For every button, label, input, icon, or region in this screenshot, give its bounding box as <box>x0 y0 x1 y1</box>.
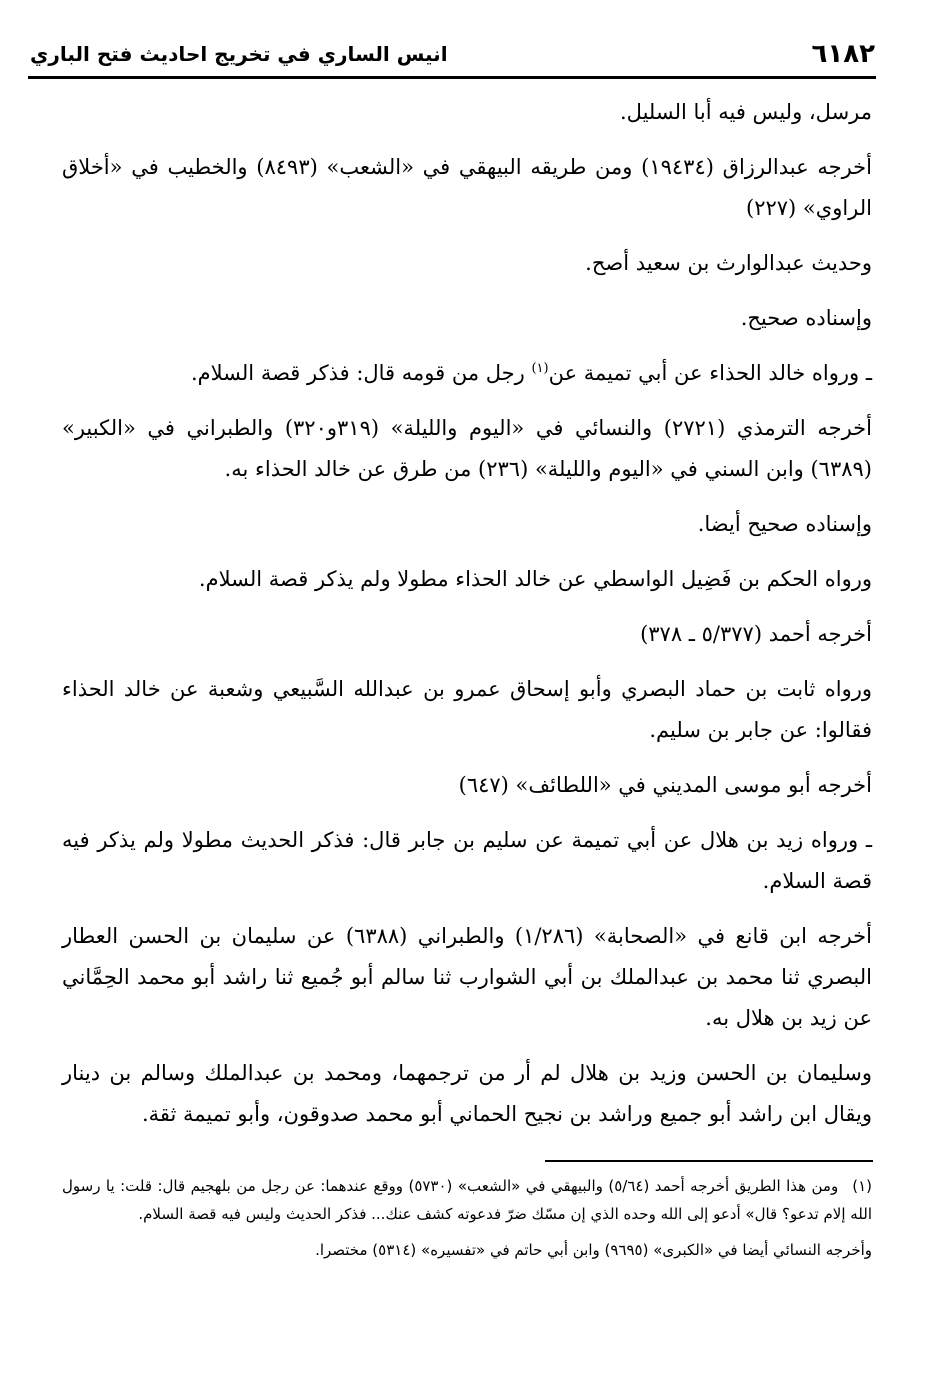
footnote-continuation: وأخرجه النسائي أيضا في «الكبرى» (٩٦٩٥) وابن أبي حاتم في «تفسيره» (٥٣١٤) مختصرا. <box>315 1241 872 1259</box>
paragraph: أخرجه أحمد (٥/٣٧٧ ـ ٣٧٨) <box>640 622 872 646</box>
page-header <box>30 34 875 74</box>
paragraph: مرسل، وليس فيه أبا السليل. <box>619 100 872 124</box>
footnote-separator <box>545 1160 873 1162</box>
page-number: ٦١٨٢ <box>811 39 875 69</box>
footnotes <box>62 1172 872 1272</box>
paragraph-text: ـ ورواه خالد الحذاء عن أبي تميمة عن <box>548 361 872 385</box>
paragraph: ـ ورواه زيد بن هلال عن أبي تميمة عن سليم بن جابر قال: فذكر الحديث مطولا ولم يذكر فيه قصة السلام. <box>62 828 872 893</box>
paragraph: ورواه ثابت بن حماد البصري وأبو إسحاق عمرو بن عبدالله السَّبيعي وشعبة عن خالد الحذاء فقالوا: عن جابر بن سليم. <box>62 677 872 742</box>
footnote <box>62 1172 872 1228</box>
footnote-text: ومن هذا الطريق أخرجه أحمد (٥/٦٤) والبيهقي في «الشعب» (٥٧٣٠) ووقع عندهما: عن رجل من بلهجيم قال: قلت: يا رسول الله إلام تدعو؟ قال» أدعو إلى الله وحده الذي إن مسّك ضرّ فدعوته كشف عنك... فذكر الحديث وليس فيه قصة السلام. <box>62 1177 872 1223</box>
paragraph: وإسناده صحيح. <box>740 306 872 330</box>
paragraph: أخرجه ابن قانع في «الصحابة» (١/٢٨٦) والطبراني (٦٣٨٨) عن سليمان بن الحسن العطار البصري ثنا محمد بن عبدالملك بن أبي الشوارب ثنا سالم أبو جُميع ثنا راشد أبو محمد الحِمَّاني عن زيد بن هلال به. <box>62 924 872 1030</box>
paragraph: ورواه الحكم بن فَضِيل الواسطي عن خالد الحذاء مطولا ولم يذكر قصة السلام. <box>198 567 872 591</box>
paragraph: أخرجه أبو موسى المديني في «اللطائف» (٦٤٧) <box>458 773 872 797</box>
running-title: انيس الساري في تخريج احاديث فتح الباري <box>30 42 448 66</box>
paragraph: وإسناده صحيح أيضا. <box>697 512 872 536</box>
paragraph-text: رجل من قومه قال: فذكر قصة السلام. <box>190 361 532 385</box>
paragraph: أخرجه عبدالرزاق (١٩٤٣٤) ومن طريقه البيهقي في «الشعب» (٨٤٩٣) والخطيب في «أخلاق الراوي» (٢٢٧) <box>62 155 872 220</box>
paragraph: أخرجه الترمذي (٢٧٢١) والنسائي في «اليوم والليلة» (٣١٩و٣٢٠) والطبراني في «الكبير» (٦٣٨٩) وابن السني في «اليوم والليلة» (٢٣٦) من طرق عن خالد الحذاء به. <box>62 416 872 481</box>
header-rule <box>28 76 876 79</box>
footnote-marker: (١) <box>852 1177 872 1195</box>
footnote-reference[interactable]: (١) <box>531 361 549 376</box>
paragraph: وحديث عبدالوارث بن سعيد أصح. <box>585 251 872 275</box>
main-text <box>62 92 872 1145</box>
paragraph <box>62 353 872 394</box>
paragraph: وسليمان بن الحسن وزيد بن هلال لم أر من ترجمهما، ومحمد بن عبدالملك وسالم بن دينار ويقال ابن راشد أبو جميع وراشد بن نجيح الحماني أبو محمد صدوقون، وأبو تميمة ثقة. <box>62 1061 872 1126</box>
